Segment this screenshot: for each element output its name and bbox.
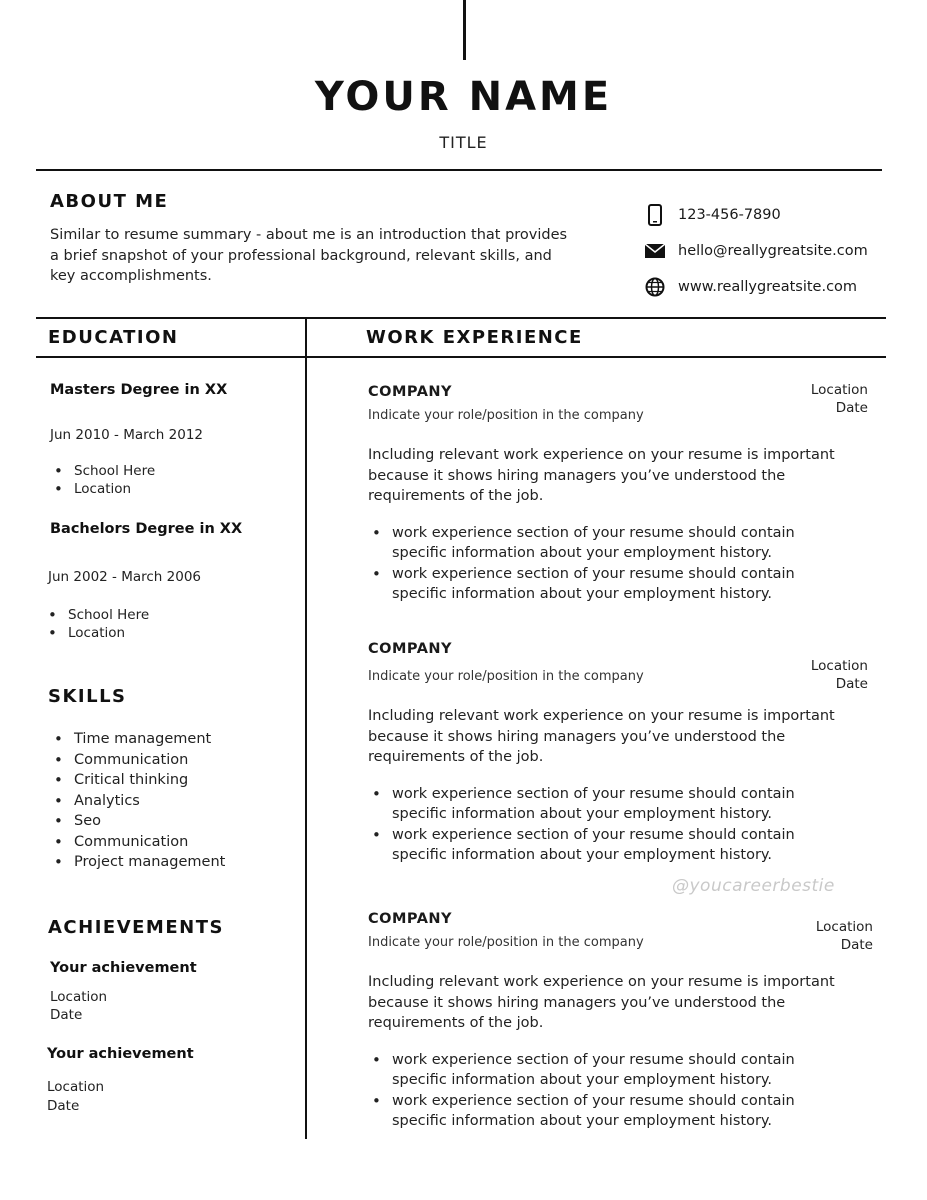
- job-date: Date: [840, 937, 873, 953]
- watermark: @youcareerbestie: [672, 876, 835, 896]
- contact-phone[interactable]: 123-456-7890: [678, 207, 781, 223]
- header-top-divider: [463, 0, 466, 60]
- skill-item: • Time management: [50, 729, 225, 750]
- job-entry: [368, 384, 838, 605]
- job-company: COMPANY: [368, 641, 453, 657]
- contact-email[interactable]: hello@reallygreatsite.com: [678, 243, 868, 259]
- education-degree: Masters Degree in XX: [50, 382, 228, 398]
- globe-icon: [644, 276, 666, 298]
- job-date: Date: [835, 400, 868, 416]
- list-item: • Location: [44, 624, 149, 642]
- contact-website[interactable]: www.reallygreatsite.com: [678, 279, 858, 295]
- skill-item: • Communication: [50, 832, 225, 853]
- job-description: Including relevant work experience on your resume is important because it shows hiring managers you’ve understood the requirements of the job.: [368, 708, 835, 765]
- work-heading: WORK EXPERIENCE: [366, 327, 583, 348]
- job-location: Location: [815, 919, 873, 935]
- job-role: Indicate your role/position in the company: [368, 408, 644, 423]
- achievement-location: Location: [50, 989, 108, 1005]
- skills-heading: SKILLS: [48, 686, 127, 707]
- job-bullets: [368, 784, 838, 866]
- job-location-date: [780, 381, 868, 417]
- skill-item: • Communication: [50, 750, 225, 771]
- skill-item: • Project management: [50, 852, 225, 873]
- achievement-title: Your achievement: [47, 1046, 194, 1062]
- achievements-heading: ACHIEVEMENTS: [48, 917, 224, 938]
- list-item: • School Here: [50, 462, 155, 480]
- column-divider: [305, 319, 307, 1139]
- envelope-icon: [644, 240, 666, 262]
- resume-name: YOUR NAME: [314, 74, 613, 120]
- skill-item: • Analytics: [50, 791, 225, 812]
- job-role: Indicate your role/position in the company: [368, 935, 644, 950]
- achievement-date: Date: [47, 1098, 80, 1114]
- education-details: [44, 606, 149, 642]
- section-divider-bottom: [36, 356, 886, 358]
- about-heading: ABOUT ME: [50, 191, 169, 212]
- education-dates: Jun 2010 - March 2012: [50, 427, 203, 443]
- section-divider-top: [36, 317, 886, 319]
- job-company: COMPANY: [368, 911, 453, 927]
- achievement-date: Date: [50, 1007, 83, 1023]
- phone-icon: [644, 204, 666, 226]
- list-item: • School Here: [44, 606, 149, 624]
- skill-item: • Critical thinking: [50, 770, 225, 791]
- contact-phone-row: [644, 203, 868, 227]
- education-degree: Bachelors Degree in XX: [50, 521, 243, 537]
- job-location: Location: [810, 658, 868, 674]
- about-text: Similar to resume summary - about me is an introduction that provides a brief snapshot of your professional background, relevant skills, and key accomplishments.: [50, 227, 568, 284]
- job-location-date: [785, 918, 873, 954]
- skill-item: • Seo: [50, 811, 225, 832]
- contact-block: [644, 203, 868, 299]
- job-bullets: [368, 523, 838, 605]
- header-divider: [36, 169, 882, 171]
- job-entry: [368, 641, 838, 866]
- resume-title: TITLE: [439, 133, 488, 152]
- education-dates: Jun 2002 - March 2006: [48, 569, 201, 585]
- list-item: • Location: [50, 480, 155, 498]
- contact-email-row: [644, 239, 868, 263]
- job-description: Including relevant work experience on your resume is important because it shows hiring managers you’ve understood the requirements of the job.: [368, 974, 835, 1031]
- list-item: • work experience section of your resume should contain specific information about your employment history.: [368, 523, 838, 564]
- job-location-date: [780, 657, 868, 693]
- education-details: [50, 462, 155, 498]
- job-location: Location: [810, 382, 868, 398]
- job-date: Date: [835, 676, 868, 692]
- achievement-title: Your achievement: [50, 960, 197, 976]
- list-item: • work experience section of your resume should contain specific information about your employment history.: [368, 825, 838, 866]
- job-description: Including relevant work experience on your resume is important because it shows hiring managers you’ve understood the requirements of the job.: [368, 447, 835, 504]
- list-item: • work experience section of your resume should contain specific information about your employment history.: [368, 1050, 838, 1091]
- job-entry: [368, 911, 838, 1132]
- list-item: • work experience section of your resume should contain specific information about your employment history.: [368, 1091, 838, 1132]
- job-bullets: [368, 1050, 838, 1132]
- contact-website-row: [644, 275, 868, 299]
- skills-list: [50, 729, 225, 873]
- job-role: Indicate your role/position in the company: [368, 669, 644, 684]
- achievement-location: Location: [47, 1079, 105, 1095]
- list-item: • work experience section of your resume should contain specific information about your employment history.: [368, 784, 838, 825]
- job-company: COMPANY: [368, 384, 453, 400]
- education-heading: EDUCATION: [48, 327, 179, 348]
- list-item: • work experience section of your resume should contain specific information about your employment history.: [368, 564, 838, 605]
